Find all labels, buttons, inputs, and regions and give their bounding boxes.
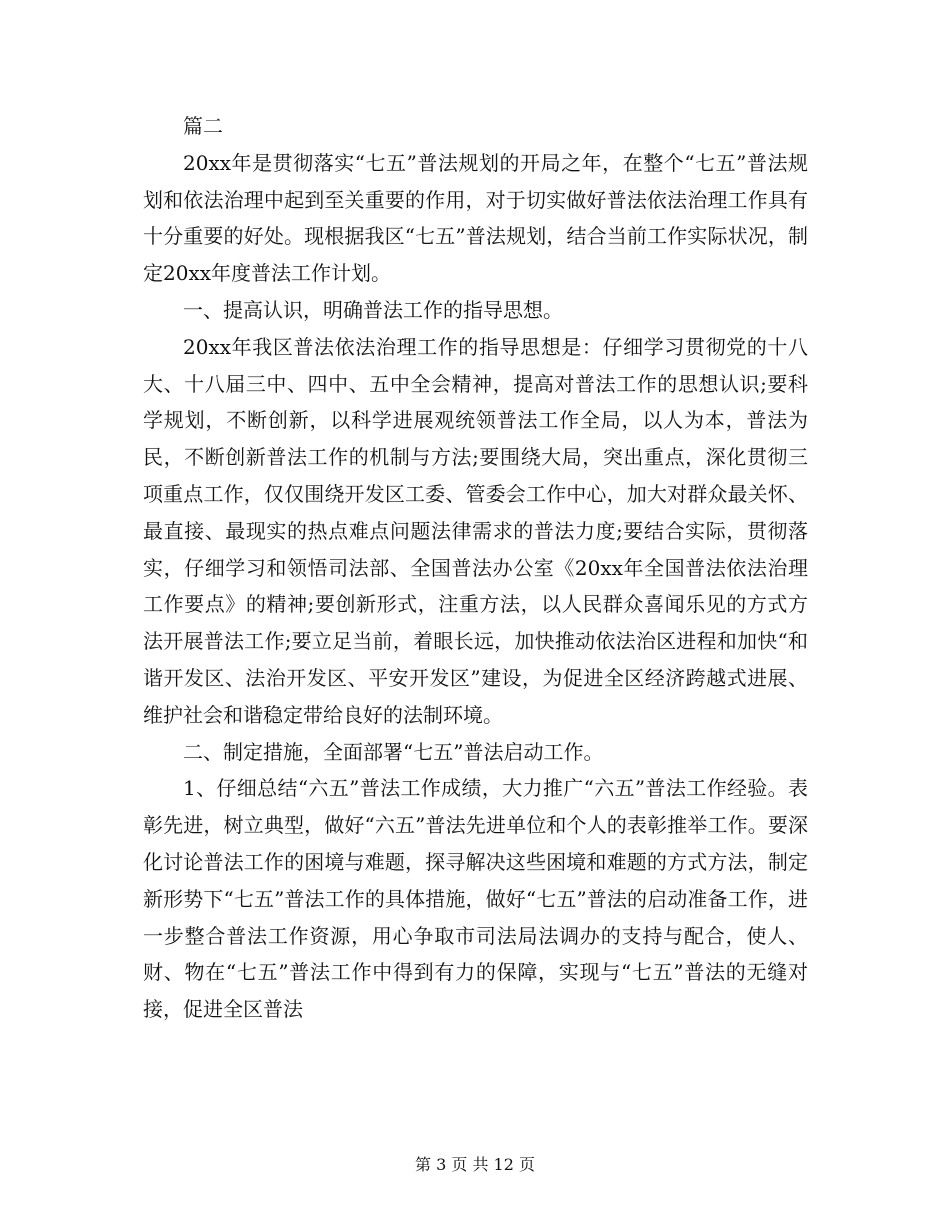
section-heading: 篇二 <box>183 114 223 138</box>
paragraph-measure-one: 1、仔细总结“六五”普法工作成绩，大力推广“六五”普法工作经验。表彰先进，树立典型，做好“六五”普法先进单位和个人的表彰推举工作。要深化讨论普法工作的困境与难题，探寻解决这些困境和难题的方式方法，制定新形势下“七五”普法工作的具体措施，做好“七五”普法的启动准备工作，进一步整合普法工作资源，用心争取市司法局法调办的支持与配合，使人、财、物在“七五”普法工作中得到有力的保障，实现与“七五”普法的无缝对接，促进全区普法 <box>143 776 808 1022</box>
paragraph-intro: 20xx年是贯彻落实“七五”普法规划的开局之年，在整个“七五”普法规划和依法治理中起到至关重要的作用，对于切实做好普法依法治理工作具有十分重要的好处。现根据我区“七五”普法规划，结合当前工作实际状况，制定20xx年度普法工作计划。 <box>143 150 808 286</box>
heading-two: 二、制定措施，全面部署“七五”普法启动工作。 <box>183 739 604 764</box>
paragraph-guiding-thought: 20xx年我区普法依法治理工作的指导思想是：仔细学习贯彻党的十八大、十八届三中、四中、五中全会精神，提高对普法工作的思想认识;要科学规划，不断创新，以科学进展观统领普法工作全局，以人为本，普法为民，不断创新普法工作的机制与方法;要围绕大局，突出重点，深化贯彻三项重点工作，仅仅围绕开发区工委、管委会工作中心，加大对群众最关怀、最直接、最现实的热点难点问题法律需求的普法力度;要结合实际，贯彻落实，仔细学习和领悟司法部、全国普法办公室《20xx年全国普法依法治理工作要点》的精神;要创新形式，注重方法，以人民群众喜闻乐见的方式方法开展普法工作;要立足当前，着眼长远，加快推动依法治区进程和加快“和谐开发区、法治开发区、平安开发区”建设，为促进全区经济跨越式进展、维护社会和谐稳定带给良好的法制环境。 <box>143 334 808 727</box>
document-body <box>143 108 808 1028</box>
heading-one: 一、提高认识，明确普法工作的指导思想。 <box>183 297 563 322</box>
page-footer: 第 3 页 共 12 页 <box>415 1155 535 1174</box>
